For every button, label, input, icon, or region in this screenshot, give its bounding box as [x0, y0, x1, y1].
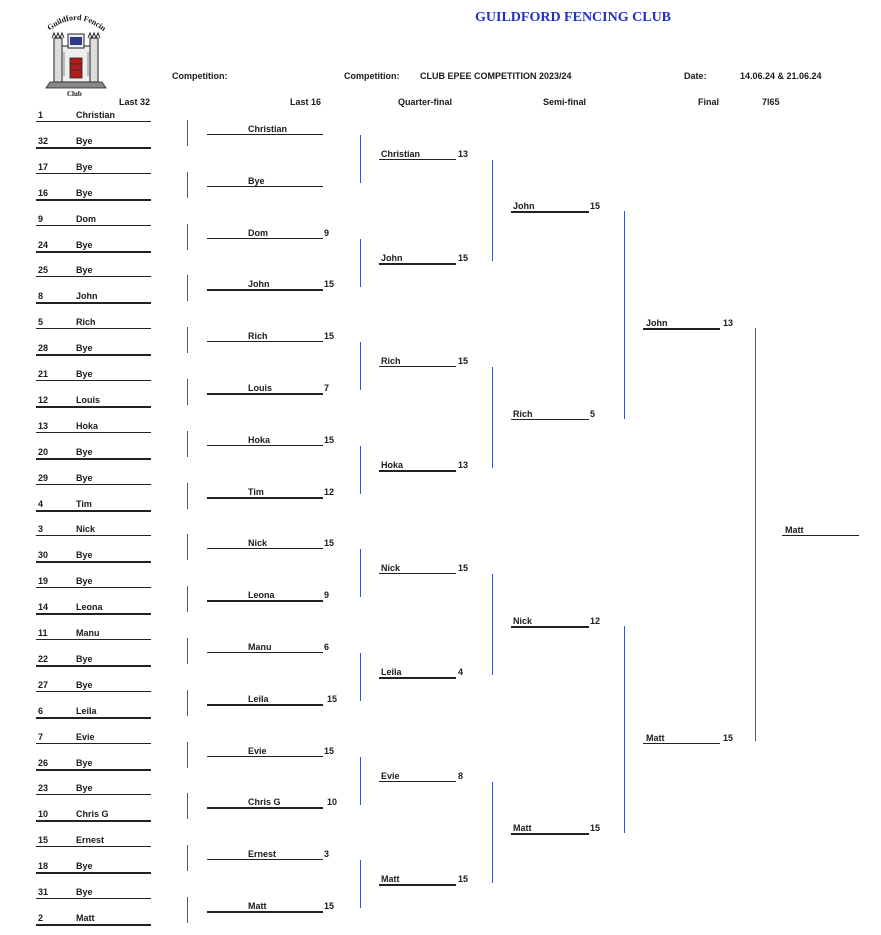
- last32-name: Bye: [76, 446, 93, 457]
- svg-text:Guildford Fencing: Guildford Fencin: [45, 12, 108, 34]
- quarter-slot-line: [379, 781, 456, 782]
- last32-connector: [187, 327, 188, 353]
- last16-name: Evie: [248, 745, 267, 756]
- last16-name: Chris G: [248, 797, 281, 808]
- last32-slot-line: [36, 199, 151, 201]
- last32-seed: 21: [38, 369, 49, 379]
- last32-connector: [187, 379, 188, 405]
- semi-score: 5: [590, 409, 596, 419]
- quarter-score: 15: [458, 356, 469, 367]
- last16-slot-line: [207, 859, 323, 860]
- last32-name: Bye: [76, 576, 93, 587]
- last32-name: Dom: [76, 213, 96, 224]
- last32-slot-line: [36, 484, 151, 485]
- quarter-name: Christian: [381, 149, 421, 159]
- last32-seed: 20: [38, 446, 49, 457]
- last16-score: 15: [324, 745, 335, 756]
- last32-slot-line: [36, 510, 151, 512]
- last32-slot-line: [36, 354, 151, 356]
- quarter-connector: [492, 160, 493, 261]
- quarter-name: Matt: [381, 874, 400, 885]
- last32-name: Bye: [76, 550, 93, 561]
- last32-slot-line: [36, 794, 151, 795]
- last16-score: 10: [327, 797, 338, 808]
- last16-name: Ernest: [248, 849, 277, 860]
- last32-name: Tim: [76, 498, 92, 509]
- last32-slot-line: [36, 302, 151, 304]
- semi-connector: [624, 211, 625, 419]
- quarter-slot-line: [379, 884, 456, 886]
- last16-name: Christian: [248, 124, 288, 134]
- last32-name: Ernest: [76, 835, 105, 846]
- last32-seed: 11: [38, 628, 48, 638]
- last32-seed: 17: [38, 161, 49, 172]
- last32-slot-line: [36, 872, 151, 874]
- semi-name: Nick: [513, 616, 533, 626]
- semi-connector: [624, 626, 625, 833]
- last32-slot-line: [36, 380, 151, 381]
- last32-seed: 19: [38, 576, 49, 587]
- competition-label-2: Competition:: [344, 71, 400, 81]
- last32-slot-line: [36, 173, 151, 174]
- last32-seed: 24: [38, 239, 49, 250]
- last16-name: Hoka: [248, 434, 271, 445]
- last16-name: Louis: [248, 383, 272, 393]
- semi-slot-line: [511, 626, 589, 628]
- last32-connector: [187, 275, 188, 301]
- last16-connector: [360, 446, 361, 494]
- last32-name: Bye: [76, 472, 93, 483]
- last32-seed: 10: [38, 809, 49, 820]
- last16-score: 12: [324, 486, 335, 497]
- last32-name: Bye: [76, 343, 93, 354]
- last16-connector: [360, 549, 361, 597]
- round-header-final: Final: [698, 97, 720, 107]
- last32-seed: 23: [38, 783, 49, 794]
- last32-name: Bye: [76, 887, 93, 897]
- last32-slot-line: [36, 924, 151, 926]
- last32-name: Bye: [76, 135, 93, 146]
- last32-seed: 8: [38, 291, 44, 302]
- last32-slot-line: [36, 846, 151, 847]
- last16-slot-line: [207, 186, 323, 187]
- quarter-slot-line: [379, 573, 456, 574]
- last16-score: 9: [324, 590, 330, 601]
- last32-seed: 6: [38, 705, 44, 716]
- semi-name: Matt: [513, 823, 532, 833]
- semi-name: Rich: [513, 409, 533, 419]
- last32-name: Bye: [76, 783, 93, 794]
- last16-connector: [360, 757, 361, 805]
- last16-score: 6: [324, 642, 330, 652]
- last16-name: Tim: [248, 486, 264, 497]
- last16-name: Manu: [248, 642, 272, 652]
- last16-slot-line: [207, 238, 323, 239]
- last32-seed: 5: [38, 317, 44, 328]
- last32-connector: [187, 742, 188, 768]
- last32-slot-line: [36, 147, 151, 149]
- final-name: Matt: [646, 733, 665, 743]
- last32-seed: 28: [38, 343, 49, 354]
- last16-score: 15: [324, 331, 335, 342]
- last32-connector: [187, 431, 188, 457]
- last32-connector: [187, 638, 188, 664]
- quarter-score: 8: [458, 770, 464, 781]
- semi-slot-line: [511, 419, 589, 420]
- winner-name: Matt: [785, 525, 804, 535]
- last16-name: Leona: [248, 590, 275, 601]
- last32-seed: 3: [38, 524, 44, 535]
- last32-slot-line: [36, 665, 151, 667]
- last16-score: 9: [324, 227, 330, 238]
- svg-text:Club: Club: [67, 90, 82, 98]
- last16-connector: [360, 860, 361, 908]
- last32-slot-line: [36, 691, 151, 692]
- last32-name: Bye: [76, 187, 93, 198]
- round-header-last32: Last 32: [119, 97, 151, 107]
- last16-slot-line: [207, 393, 323, 395]
- last32-name: Matt: [76, 912, 95, 923]
- quarter-connector: [492, 574, 493, 675]
- last32-seed: 1: [38, 110, 44, 120]
- last16-score: 15: [324, 538, 335, 549]
- last32-name: Louis: [76, 394, 100, 405]
- last16-score: 7: [324, 383, 330, 393]
- last32-name: Leila: [76, 705, 97, 716]
- last32-name: Leona: [76, 602, 103, 613]
- quarter-name: John: [381, 252, 403, 263]
- last16-name: Nick: [248, 538, 268, 549]
- quarter-slot-line: [379, 366, 456, 367]
- final-score: 15: [723, 733, 734, 743]
- last32-slot-line: [36, 121, 151, 122]
- last32-slot-line: [36, 561, 151, 563]
- last16-connector: [360, 239, 361, 287]
- last16-slot-line: [207, 445, 323, 446]
- last32-seed: 2: [38, 912, 44, 923]
- last32-name: Bye: [76, 757, 93, 768]
- last32-seed: 15: [38, 835, 49, 846]
- quarter-score: 15: [458, 874, 469, 885]
- last32-seed: 31: [38, 887, 49, 897]
- last32-connector: [187, 897, 188, 923]
- last32-seed: 13: [38, 420, 49, 431]
- last32-connector: [187, 690, 188, 716]
- last32-name: Bye: [76, 653, 93, 664]
- last32-connector: [187, 172, 188, 198]
- last32-seed: 30: [38, 550, 49, 561]
- bracket-code: 7l65: [762, 97, 780, 107]
- semi-score: 12: [590, 616, 601, 626]
- last16-connector: [360, 653, 361, 701]
- competition-label: Competition:: [172, 71, 228, 81]
- last32-name: Nick: [76, 524, 96, 535]
- last32-seed: 27: [38, 679, 49, 690]
- last16-connector: [360, 135, 361, 183]
- last32-name: Christian: [76, 110, 116, 120]
- last32-slot-line: [36, 535, 151, 536]
- quarter-score: 4: [458, 667, 464, 677]
- last16-slot-line: [207, 497, 323, 499]
- last32-slot-line: [36, 432, 151, 433]
- last32-name: Bye: [76, 161, 93, 172]
- last32-seed: 7: [38, 731, 44, 742]
- quarter-connector: [492, 367, 493, 468]
- last16-name: Leila: [248, 693, 269, 704]
- last32-slot-line: [36, 613, 151, 615]
- last32-name: Bye: [76, 369, 93, 379]
- quarter-slot-line: [379, 263, 456, 265]
- last32-seed: 18: [38, 861, 49, 872]
- last32-slot-line: [36, 820, 151, 822]
- round-header-last16: Last 16: [290, 97, 322, 107]
- round-header-semi: Semi-final: [543, 97, 587, 107]
- last16-name: Rich: [248, 331, 268, 342]
- last32-slot-line: [36, 276, 151, 277]
- last32-seed: 25: [38, 265, 49, 276]
- quarter-score: 13: [458, 149, 469, 159]
- club-logo: [40, 12, 112, 98]
- last32-name: John: [76, 291, 98, 302]
- quarter-connector: [492, 782, 493, 883]
- quarter-slot-line: [379, 470, 456, 472]
- final-slot-line: [643, 328, 720, 330]
- quarter-name: Rich: [381, 356, 401, 367]
- last32-slot-line: [36, 225, 151, 226]
- last16-slot-line: [207, 911, 323, 913]
- last32-seed: 29: [38, 472, 49, 483]
- last16-slot-line: [207, 134, 323, 135]
- last32-connector: [187, 120, 188, 146]
- club-title: GUILDFORD FENCING CLUB: [475, 10, 672, 25]
- winner-slot-line: [782, 535, 859, 536]
- last16-slot-line: [207, 756, 323, 757]
- last16-score: 15: [324, 901, 335, 911]
- last16-name: John: [248, 279, 270, 290]
- quarter-slot-line: [379, 677, 456, 679]
- last32-name: Bye: [76, 861, 93, 872]
- last32-connector: [187, 483, 188, 509]
- last32-name: Manu: [76, 628, 100, 638]
- quarter-score: 13: [458, 459, 469, 470]
- semi-name: John: [513, 201, 535, 211]
- last32-slot-line: [36, 458, 151, 460]
- last32-connector: [187, 586, 188, 612]
- last32-slot-line: [36, 898, 151, 899]
- last32-name: Bye: [76, 239, 93, 250]
- last32-seed: 16: [38, 187, 49, 198]
- last32-name: Bye: [76, 265, 93, 276]
- quarter-score: 15: [458, 252, 469, 263]
- last16-slot-line: [207, 807, 323, 809]
- last32-slot-line: [36, 743, 151, 744]
- semi-score: 15: [590, 201, 601, 211]
- last16-connector: [360, 342, 361, 390]
- last32-name: Chris G: [76, 809, 109, 820]
- final-name: John: [646, 318, 668, 328]
- last32-seed: 22: [38, 653, 49, 664]
- last32-connector: [187, 793, 188, 819]
- last32-slot-line: [36, 639, 151, 640]
- last16-name: Bye: [248, 175, 265, 186]
- last32-slot-line: [36, 328, 151, 329]
- last32-connector: [187, 845, 188, 871]
- semi-score: 15: [590, 823, 601, 833]
- date-label: Date:: [684, 71, 707, 81]
- last32-name: Evie: [76, 731, 95, 742]
- last16-slot-line: [207, 704, 323, 706]
- last32-slot-line: [36, 406, 151, 408]
- last16-slot-line: [207, 289, 323, 291]
- quarter-score: 15: [458, 563, 469, 574]
- quarter-name: Leila: [381, 667, 402, 677]
- last16-slot-line: [207, 652, 323, 653]
- last32-slot-line: [36, 587, 151, 588]
- last16-name: Matt: [248, 901, 267, 911]
- last16-score: 15: [327, 693, 338, 704]
- semi-slot-line: [511, 211, 589, 213]
- last32-connector: [187, 534, 188, 560]
- last32-seed: 32: [38, 135, 49, 146]
- last16-slot-line: [207, 341, 323, 342]
- last16-score: 15: [324, 279, 335, 290]
- last32-seed: 26: [38, 757, 49, 768]
- final-score: 13: [723, 318, 734, 328]
- final-slot-line: [643, 743, 720, 744]
- last32-slot-line: [36, 717, 151, 719]
- competition-name: CLUB EPEE COMPETITION 2023/24: [420, 71, 572, 81]
- last32-slot-line: [36, 251, 151, 253]
- last32-seed: 12: [38, 394, 49, 405]
- date-value: 14.06.24 & 21.06.24: [740, 71, 822, 81]
- last32-seed: 9: [38, 213, 44, 224]
- last16-score: 15: [324, 434, 335, 445]
- quarter-name: Evie: [381, 770, 400, 781]
- last32-connector: [187, 224, 188, 250]
- last16-name: Dom: [248, 227, 268, 238]
- last16-slot-line: [207, 600, 323, 602]
- semi-slot-line: [511, 833, 589, 835]
- last32-name: Hoka: [76, 420, 99, 431]
- quarter-name: Nick: [381, 563, 401, 574]
- final-connector: [755, 328, 756, 741]
- quarter-name: Hoka: [381, 459, 404, 470]
- quarter-slot-line: [379, 159, 456, 160]
- last32-name: Bye: [76, 679, 93, 690]
- last16-slot-line: [207, 548, 323, 549]
- round-header-quarter: Quarter-final: [398, 97, 453, 107]
- last32-slot-line: [36, 769, 151, 771]
- last16-score: 3: [324, 849, 330, 860]
- last32-seed: 14: [38, 602, 49, 613]
- last32-name: Rich: [76, 317, 96, 328]
- last32-seed: 4: [38, 498, 44, 509]
